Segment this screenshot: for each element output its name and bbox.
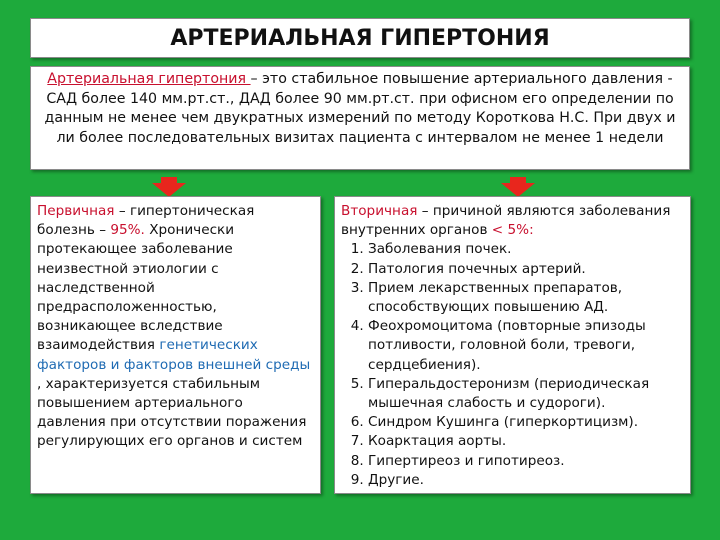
definition-term: Артериальная гипертония bbox=[47, 71, 251, 87]
list-item: 7. Коарктация аорты. bbox=[368, 432, 684, 451]
list-item: 5. Гиперальдостеронизм (периодическая мышечная слабость и судороги). bbox=[368, 375, 684, 413]
primary-intro: – гипертоническая болезнь – bbox=[37, 203, 255, 239]
list-item: 3. Прием лекарственных препаратов, способствующих повышению АД. bbox=[368, 279, 684, 317]
list-item: 6. Синдром Кушинга (гиперкортицизм). bbox=[368, 413, 684, 432]
secondary-intro: – причиной являются заболевания внутренних органов bbox=[341, 203, 671, 239]
down-arrow-left-icon bbox=[152, 183, 186, 197]
title-box bbox=[30, 18, 690, 58]
secondary-percent: < 5%: bbox=[491, 222, 534, 239]
list-item: 1. Заболевания почек. bbox=[368, 240, 684, 259]
list-item: 9. Другие. bbox=[368, 471, 684, 490]
causes-list bbox=[341, 240, 684, 490]
secondary-hypertension-box bbox=[334, 196, 691, 494]
definition-text: – это стабильное повышение артериального давления - САД более 140 мм.рт.ст., ДАД более 90 мм.рт.ст. при офисном его определении по данным не менее чем двукратных измерений по методу Короткова Н.С. При двух и ли более последовательных визитах пациента с интервалом не менее 1 недели bbox=[44, 71, 676, 146]
primary-ending: , характеризуется стабильным повышением артериального давления при отсутствии поражения регулирующих его органов и систем bbox=[37, 375, 307, 450]
list-item: 4. Феохромоцитома (повторные эпизоды потливости, головной боли, тревоги, сердцебиения). bbox=[368, 317, 684, 375]
list-item: 2. Патология почечных артерий. bbox=[368, 260, 684, 279]
secondary-term: Вторичная bbox=[341, 203, 418, 219]
list-item: 8. Гипертиреоз и гипотиреоз. bbox=[368, 452, 684, 471]
definition-box bbox=[30, 66, 690, 170]
primary-factors: генетических факторов и факторов внешней среды bbox=[37, 337, 311, 373]
primary-body: Хронически протекающее заболевание неизвестной этиологии с наследственной предрасположенностью, возникающее вследствие взаимодействия bbox=[37, 222, 235, 354]
primary-percent: 95%. bbox=[110, 222, 145, 239]
primary-term: Первичная bbox=[37, 203, 115, 219]
page-title: АРТЕРИАЛЬНАЯ ГИПЕРТОНИЯ bbox=[170, 26, 550, 51]
primary-hypertension-box bbox=[30, 196, 321, 494]
down-arrow-right-icon bbox=[501, 183, 535, 197]
